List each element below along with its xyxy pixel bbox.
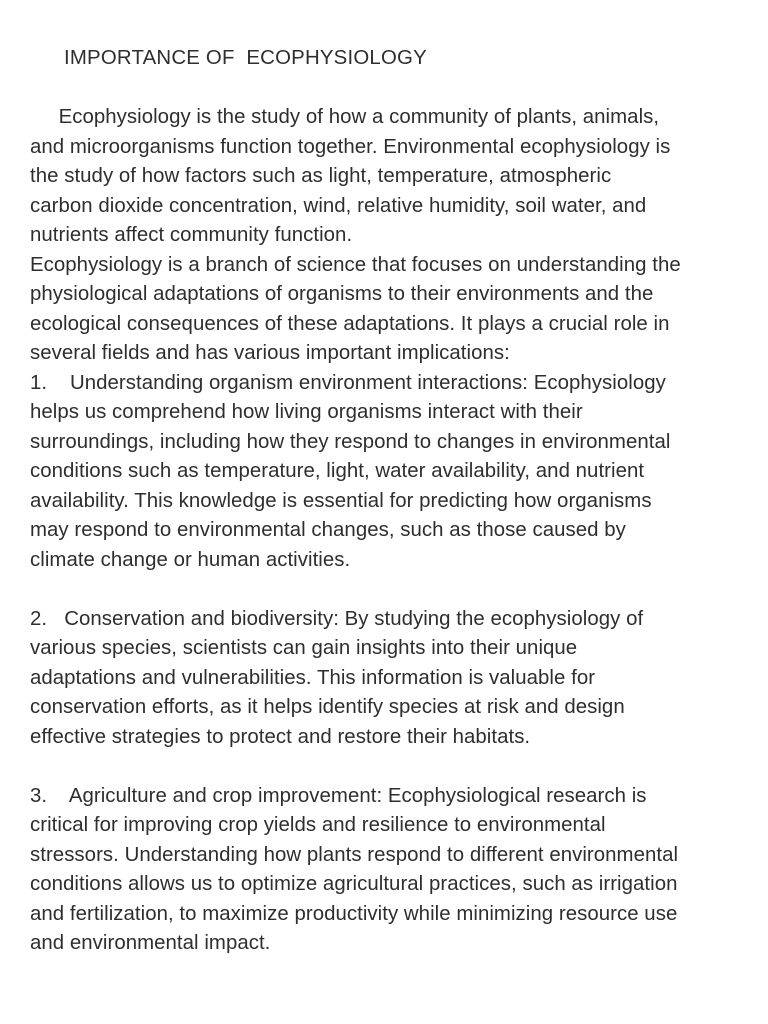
text-line: ecological consequences of these adaptations. It plays a crucial role in (30, 312, 670, 335)
list-item-1 (30, 369, 742, 576)
text-line: Ecophysiology is a branch of science that focuses on understanding the (30, 253, 681, 276)
text-line: availability. This knowledge is essential for predicting how organisms (30, 489, 652, 512)
branch-paragraph (30, 251, 742, 369)
document-title: IMPORTANCE OF ECOPHYSIOLOGY (64, 47, 427, 69)
text-line: and fertilization, to maximize productivity while minimizing resource use (30, 902, 678, 925)
text-line: various species, scientists can gain insights into their unique (30, 637, 578, 659)
text-line: conditions such as temperature, light, water availability, and nutrient (30, 460, 645, 482)
text-line: carbon dioxide concentration, wind, relative humidity, soil water, and (30, 194, 647, 217)
document-body (30, 44, 742, 959)
intro-paragraph (30, 103, 742, 251)
text-line: 2. Conservation and biodiversity: By studying the ecophysiology of (30, 607, 644, 630)
list-item-3 (30, 782, 742, 959)
text-line: adaptations and vulnerabilities. This information is valuable for (30, 666, 596, 689)
text-line: the study of how factors such as light, temperature, atmospheric (30, 165, 612, 187)
text-line: 3. Agriculture and crop improvement: Ecophysiological research is (30, 784, 647, 807)
text-line: critical for improving crop yields and resilience to environmental (30, 814, 606, 836)
spacer (30, 575, 742, 605)
list-item-2 (30, 605, 742, 753)
text-line: 1. Understanding organism environment interactions: Ecophysiology (30, 371, 666, 394)
spacer (30, 74, 742, 104)
text-line: conditions allows us to optimize agricultural practices, such as irrigation (30, 873, 678, 895)
spacer (30, 752, 742, 782)
text-line: nutrients affect community function. (30, 224, 353, 246)
text-line: may respond to environmental changes, such as those caused by (30, 519, 626, 541)
text-line: stressors. Understanding how plants respond to different environmental (30, 843, 679, 866)
text-line: climate change or human activities. (30, 548, 351, 571)
text-line: physiological adaptations of organisms to their environments and the (30, 283, 654, 305)
text-line: and microorganisms function together. Environmental ecophysiology is (30, 135, 671, 158)
text-line: effective strategies to protect and restore their habitats. (30, 725, 531, 748)
text-line: conservation efforts, as it helps identify species at risk and design (30, 696, 625, 718)
text-line: Ecophysiology is the study of how a community of plants, animals, (30, 106, 660, 128)
text-line: helps us comprehend how living organisms interact with their (30, 401, 583, 423)
text-line: several fields and has various important implications: (30, 342, 510, 364)
text-line: surroundings, including how they respond to changes in environmental (30, 430, 671, 453)
text-line: and environmental impact. (30, 932, 271, 954)
